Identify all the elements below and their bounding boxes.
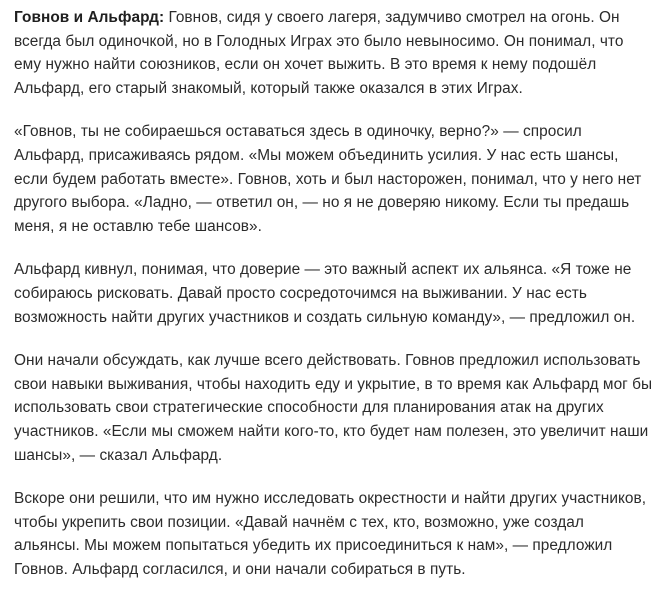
paragraph-text: Альфард кивнул, понимая, что доверие — это важный аспект их альянса. «Я тоже не собираюсь рисковать. Давай просто сосредоточимся на выживании. У нас есть возможность найти других участников и создать сильную команду», — предложил он. <box>14 261 636 326</box>
paragraph-text: Вскоре они решили, что им нужно исследовать окрестности и найти других участников, чтобы укрепить свои позиции. «Давай начнём с тех, кто, возможно, уже создал альянсы. Мы можем попытаться убедить их присоединиться к нам», — предложил Говнов. Альфард согласился, и они начали собираться в путь. <box>14 490 647 578</box>
paragraph-4 <box>14 349 654 467</box>
paragraph-text: Говнов, сидя у своего лагеря, задумчиво смотрел на огонь. Он всегда был одиночкой, но в Голодных Играх это было невыносимо. Он понимал, что ему нужно найти союзников, если он хочет выжить. В это время к нему подошёл Альфард, его старый знакомый, который также оказался в этих Играх. <box>14 9 624 97</box>
paragraph-5 <box>14 487 654 581</box>
paragraph-text: Они начали обсуждать, как лучше всего действовать. Говнов предложил использовать свои навыки выживания, чтобы находить еду и укрытие, в то время как Альфард мог бы использовать свои стратегические способности для планирования атак на других участников. «Если мы сможем найти кого-то, кто будет нам полезен, это увеличит наши шансы», — сказал Альфард. <box>14 352 653 464</box>
paragraph-3 <box>14 258 654 329</box>
speaker-label: Говнов и Альфард: <box>14 9 165 26</box>
paragraph-text: «Говнов, ты не собираешься оставаться здесь в одиночку, верно?» — спросил Альфард, присаживаясь рядом. «Мы можем объединить усилия. У нас есть шансы, если будем работать вместе». Говнов, хоть и был насторожен, понимал, что у него нет другого выбора. «Ладно, — ответил он, — но я не доверяю никому. Если ты предашь меня, я не оставлю тебе шансов». <box>14 123 642 235</box>
paragraph-2 <box>14 120 654 238</box>
paragraph-1 <box>14 6 654 100</box>
